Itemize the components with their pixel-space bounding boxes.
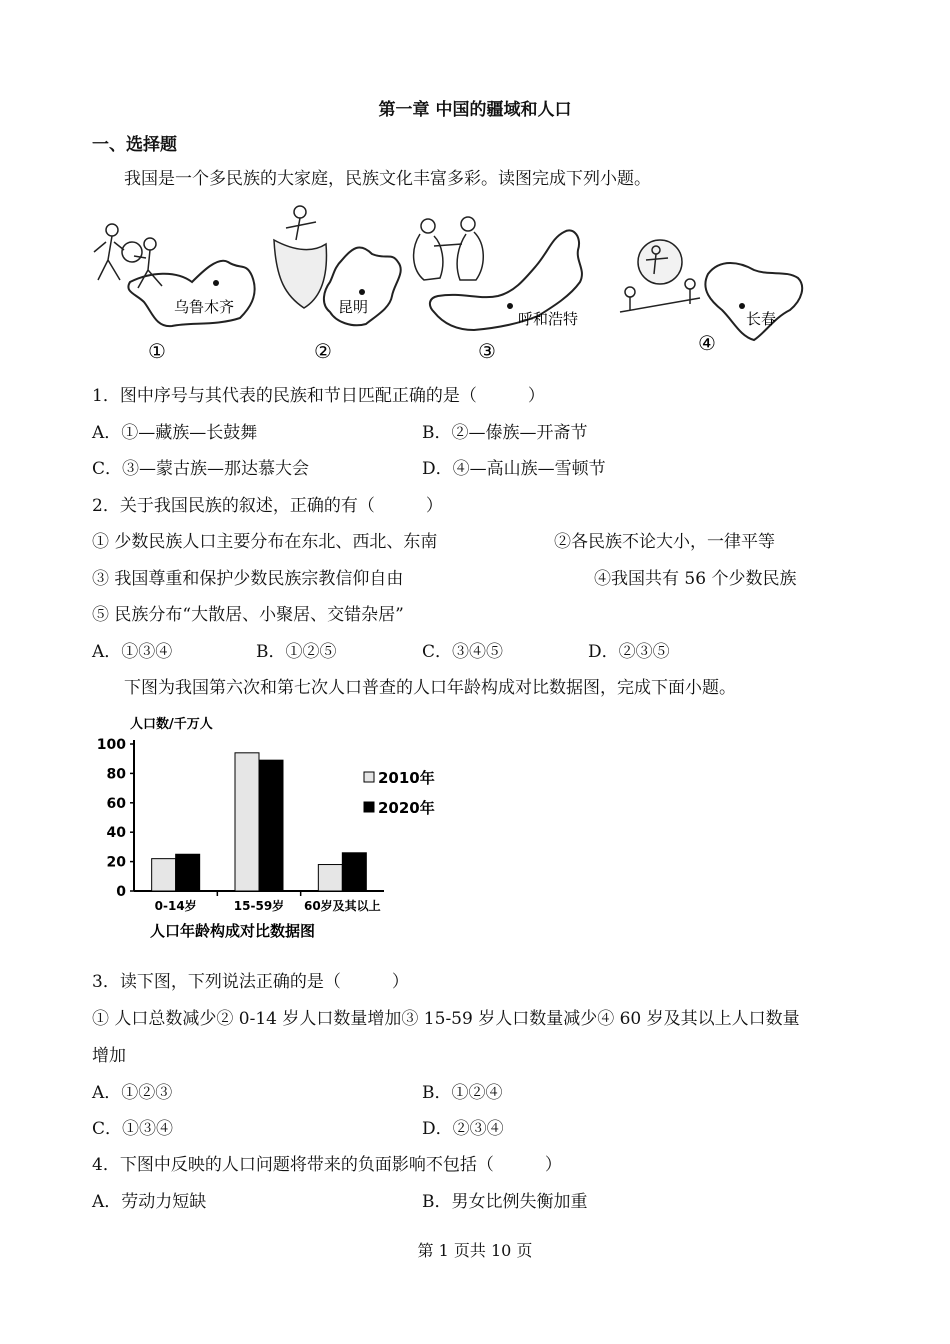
chart-y-tick-label: 80	[106, 766, 126, 783]
chart-bar	[259, 760, 283, 891]
chart-x-tick-label: 60岁及其以上	[303, 899, 381, 913]
question-2-statement-2: ②各民族不论大小，一律平等	[554, 532, 775, 552]
question-2-option-a: A．①③④	[92, 642, 173, 662]
question-3-stem: 3．读下图，下列说法正确的是（ ）	[92, 972, 409, 992]
chart-bar	[318, 865, 342, 891]
intro-text-2: 下图为我国第六次和第七次人口普查的人口年龄构成对比数据图，完成下面小题。	[124, 678, 736, 698]
population-age-chart	[88, 708, 435, 944]
question-3-option-d: D．②③④	[422, 1119, 504, 1139]
question-3-option-a: A．①②③	[92, 1083, 173, 1103]
chart-y-tick-label: 100	[96, 737, 126, 753]
question-2-option-c: C．③④⑤	[422, 642, 504, 662]
map-city-label: 昆明	[338, 298, 369, 316]
map-number-label: ①	[148, 339, 166, 363]
wrestler-icon	[414, 217, 484, 280]
chart-bar	[176, 854, 200, 891]
chart-bar	[342, 853, 366, 891]
chart-title: 人口年龄构成对比数据图	[150, 922, 316, 940]
page-footer: 第 1 页共 10 页	[417, 1241, 533, 1260]
chart-legend-swatch	[364, 802, 374, 812]
map-number-label: ②	[314, 339, 332, 363]
question-3-statements-cont: 增加	[92, 1046, 126, 1066]
map-city-label: 呼和浩特	[518, 310, 579, 328]
map-city-label: 长春	[746, 310, 777, 328]
chart-bar	[235, 753, 259, 891]
question-3-option-c: C．①③④	[92, 1119, 174, 1139]
chart-x-tick-label: 0-14岁	[154, 899, 197, 913]
question-3-option-b: B．①②④	[422, 1083, 503, 1103]
question-1-option-c: C．③—蒙古族—那达慕大会	[92, 459, 310, 479]
map-number-label: ③	[478, 339, 496, 363]
map-panel-2	[274, 206, 401, 363]
chart-y-tick-label: 40	[106, 825, 126, 842]
question-4-option-b: B．男女比例失衡加重	[422, 1192, 588, 1212]
peacock-dancer-icon	[274, 206, 326, 308]
section-heading: 一、选择题	[92, 135, 177, 155]
page-title: 第一章 中国的疆域和人口	[378, 100, 572, 120]
chart-bar	[152, 859, 176, 891]
chart-y-tick-label: 20	[106, 854, 126, 871]
chart-legend-swatch	[364, 772, 374, 782]
question-2-statement-3: ③ 我国尊重和保护少数民族宗教信仰自由	[92, 569, 404, 589]
question-4-stem: 4．下图中反映的人口问题将带来的负面影响不包括（ ）	[92, 1155, 562, 1175]
question-4-option-a: A．劳动力短缺	[92, 1192, 207, 1212]
question-2-option-d: D．②③⑤	[588, 642, 670, 662]
map-panel-4	[620, 240, 802, 355]
chart-y-tick-label: 0	[116, 884, 126, 900]
question-2-stem: 2．关于我国民族的叙述，正确的有（ ）	[92, 496, 443, 516]
map-panel-1	[94, 224, 255, 363]
question-2-statement-5: ⑤ 民族分布“大散居、小聚居、交错杂居”	[92, 605, 404, 625]
question-2-statement-4: ④我国共有 56 个少数民族	[594, 569, 797, 589]
question-3-statements: ① 人口总数减少② 0-14 岁人口数量增加③ 15-59 岁人口数量减少④ 60 岁及其以上人口数量	[92, 1009, 800, 1029]
map-panel-3	[414, 217, 582, 363]
chart-legend-label: 2020年	[378, 799, 435, 817]
question-1-option-d: D．④—高山族—雪顿节	[422, 459, 606, 479]
map-city-label: 乌鲁木齐	[174, 298, 235, 316]
chart-x-tick-label: 15-59岁	[233, 899, 285, 913]
question-1-stem: 1．图中序号与其代表的民族和节日匹配正确的是（ ）	[92, 386, 545, 406]
seesaw-jumper-icon	[620, 240, 700, 312]
map-number-label: ④	[698, 331, 716, 355]
question-2-statement-1: ① 少数民族人口主要分布在东北、西北、东南	[92, 532, 438, 552]
chart-ylabel: 人口数/千万人	[130, 717, 213, 732]
chart-legend-label: 2010年	[378, 769, 435, 787]
intro-text-1: 我国是一个多民族的大家庭，民族文化丰富多彩。读图完成下列小题。	[124, 169, 651, 189]
question-1-option-b: B．②—傣族—开斋节	[422, 423, 588, 443]
chart-y-tick-label: 60	[106, 795, 126, 812]
question-1-option-a: A．①—藏族—长鼓舞	[92, 423, 258, 443]
ethnic-maps-figure	[90, 200, 810, 368]
question-2-option-b: B．①②⑤	[256, 642, 337, 662]
